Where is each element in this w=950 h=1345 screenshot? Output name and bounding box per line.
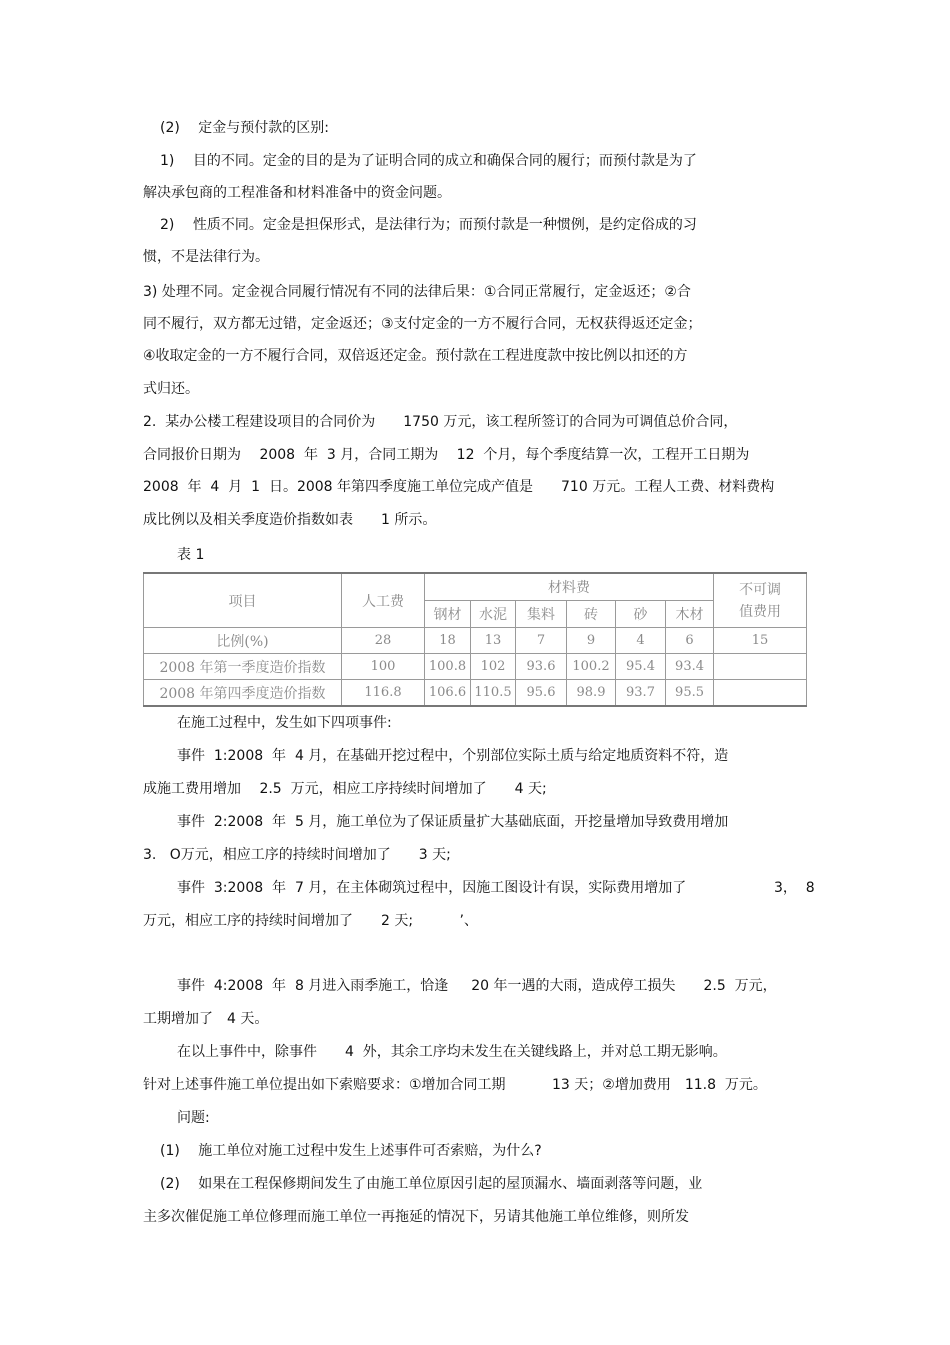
text-line: 工期增加了 4 天。: [143, 1011, 269, 1027]
cell-labor: 28: [342, 628, 425, 654]
text-line: 事件 4:2008 年 8 月进入雨季施工，恰逢 20 年一遇的大雨，造成停工损失 2.5 万元，: [177, 978, 777, 994]
text-line: 针对上述事件施工单位提出如下索赔要求：①增加合同工期 13 天；②增加费用 11.8 万元。: [143, 1077, 767, 1093]
text-line: 问题:: [177, 1110, 210, 1126]
header-labor: 人工费: [342, 573, 425, 628]
cell-cement: 102: [471, 654, 516, 680]
cell-timber: 95.5: [666, 680, 714, 707]
cell-timber: 93.4: [666, 654, 714, 680]
text-line: 成施工费用增加 2.5 万元，相应工序持续时间增加了 4 天;: [143, 781, 547, 797]
header-material-aggregate: 集料: [516, 601, 567, 628]
cell-timber: 6: [666, 628, 714, 654]
header-material-sand: 砂: [616, 601, 666, 628]
text-line: 在以上事件中，除事件 4 外，其余工序均未发生在关键线路上，并对总工期无影响。: [177, 1044, 727, 1060]
text-line: (1) 施工单位对施工过程中发生上述事件可否索赔，为什么?: [160, 1143, 542, 1159]
header-material-steel: 钢材: [425, 601, 471, 628]
text-line: 式归还。: [143, 381, 199, 397]
header-nonadjustable-line1: 不可调: [739, 581, 782, 598]
text-line: 事件 3:2008 年 7 月，在主体砌筑过程中，因施工图设计有误，实际费用增加了: [177, 880, 687, 896]
header-item: 项目: [144, 573, 342, 628]
table-row: [144, 654, 807, 680]
table-row: [144, 628, 807, 654]
cell-brick: 9: [567, 628, 616, 654]
text-line: 3， 8: [774, 880, 815, 896]
text-line: ④收取定金的一方不履行合同，双倍返还定金。预付款在工程进度款中按比例以扣还的方: [143, 348, 688, 364]
cell-sand: 4: [616, 628, 666, 654]
cell-labor: 100: [342, 654, 425, 680]
text-line: 2. 某办公楼工程建设项目的合同价为 1750 万元，该工程所签订的合同为可调值总价合同，: [143, 414, 738, 430]
cell-nonadjustable: 15: [714, 628, 807, 654]
cell-brick: 100.2: [567, 654, 616, 680]
text-line: 2) 性质不同。定金是担保形式，是法律行为；而预付款是一种惯例，是约定俗成的习: [160, 217, 697, 233]
cell-nonadjustable: [714, 680, 807, 707]
cell-aggregate: 93.6: [516, 654, 567, 680]
cell-cement: 110.5: [471, 680, 516, 707]
text-line: (2) 如果在工程保修期间发生了由施工单位原因引起的屋顶漏水、墙面剥落等问题，业: [160, 1176, 703, 1192]
row-label: 比例(%): [144, 628, 342, 654]
text-line: (2) 定金与预付款的区别:: [160, 120, 329, 136]
text-line: 同不履行，双方都无过错，定金返还；③支付定金的一方不履行合同，无权获得返还定金；: [143, 316, 702, 332]
text-line: 主多次催促施工单位修理而施工单位一再拖延的情况下，另请其他施工单位维修，则所发: [143, 1209, 689, 1225]
cell-cement: 13: [471, 628, 516, 654]
text-line: 1) 目的不同。定金的目的是为了证明合同的成立和确保合同的履行；而预付款是为了: [160, 153, 697, 169]
text-line: 事件 1:2008 年 4 月，在基础开挖过程中，个别部位实际土质与给定地质资料不符，造: [177, 748, 729, 764]
cell-brick: 98.9: [567, 680, 616, 707]
cell-steel: 100.8: [425, 654, 471, 680]
text-line: 事件 2:2008 年 5 月，施工单位为了保证质量扩大基础底面，开挖量增加导致费用增加: [177, 814, 729, 830]
header-nonadjustable-line2: 值费用: [739, 603, 782, 620]
text-line: 在施工过程中，发生如下四项事件:: [177, 715, 392, 731]
cell-nonadjustable: [714, 654, 807, 680]
cell-sand: 93.7: [616, 680, 666, 707]
text-line: 成比例以及相关季度造价指数如表 1 所示。: [143, 512, 437, 528]
table-row: [144, 680, 807, 707]
text-line: 万元，相应工序的持续时间增加了 2 天; ’、: [143, 913, 478, 929]
cell-aggregate: 95.6: [516, 680, 567, 707]
cell-aggregate: 7: [516, 628, 567, 654]
header-material-cement: 水泥: [471, 601, 516, 628]
cell-steel: 106.6: [425, 680, 471, 707]
header-nonadjustable: [714, 573, 807, 628]
cell-labor: 116.8: [342, 680, 425, 707]
header-material-timber: 木材: [666, 601, 714, 628]
text-line: 合同报价日期为 2008 年 3 月，合同工期为 12 个月，每个季度结算一次，工程开工日期为: [143, 447, 750, 463]
text-line: 解决承包商的工程准备和材料准备中的资金问题。: [143, 185, 451, 201]
text-line: 3. O万元，相应工序的持续时间增加了 3 天;: [143, 847, 451, 863]
text-line: 2008 年 4 月 1 日。2008 年第四季度施工单位完成产值是 710 万元。工程人工费、材料费构: [143, 479, 775, 495]
text-line: 3) 处理不同。定金视合同履行情况有不同的法律后果：①合同正常履行，定金返还；②合: [143, 284, 691, 300]
row-label: 2008 年第四季度造价指数: [144, 680, 342, 707]
table-caption: 表 1: [177, 547, 205, 563]
header-materials: 材料费: [425, 573, 714, 601]
text-line: 惯，不是法律行为。: [143, 249, 269, 265]
header-material-brick: 砖: [567, 601, 616, 628]
cell-steel: 18: [425, 628, 471, 654]
cost-index-table: [143, 572, 807, 707]
cell-sand: 95.4: [616, 654, 666, 680]
row-label: 2008 年第一季度造价指数: [144, 654, 342, 680]
